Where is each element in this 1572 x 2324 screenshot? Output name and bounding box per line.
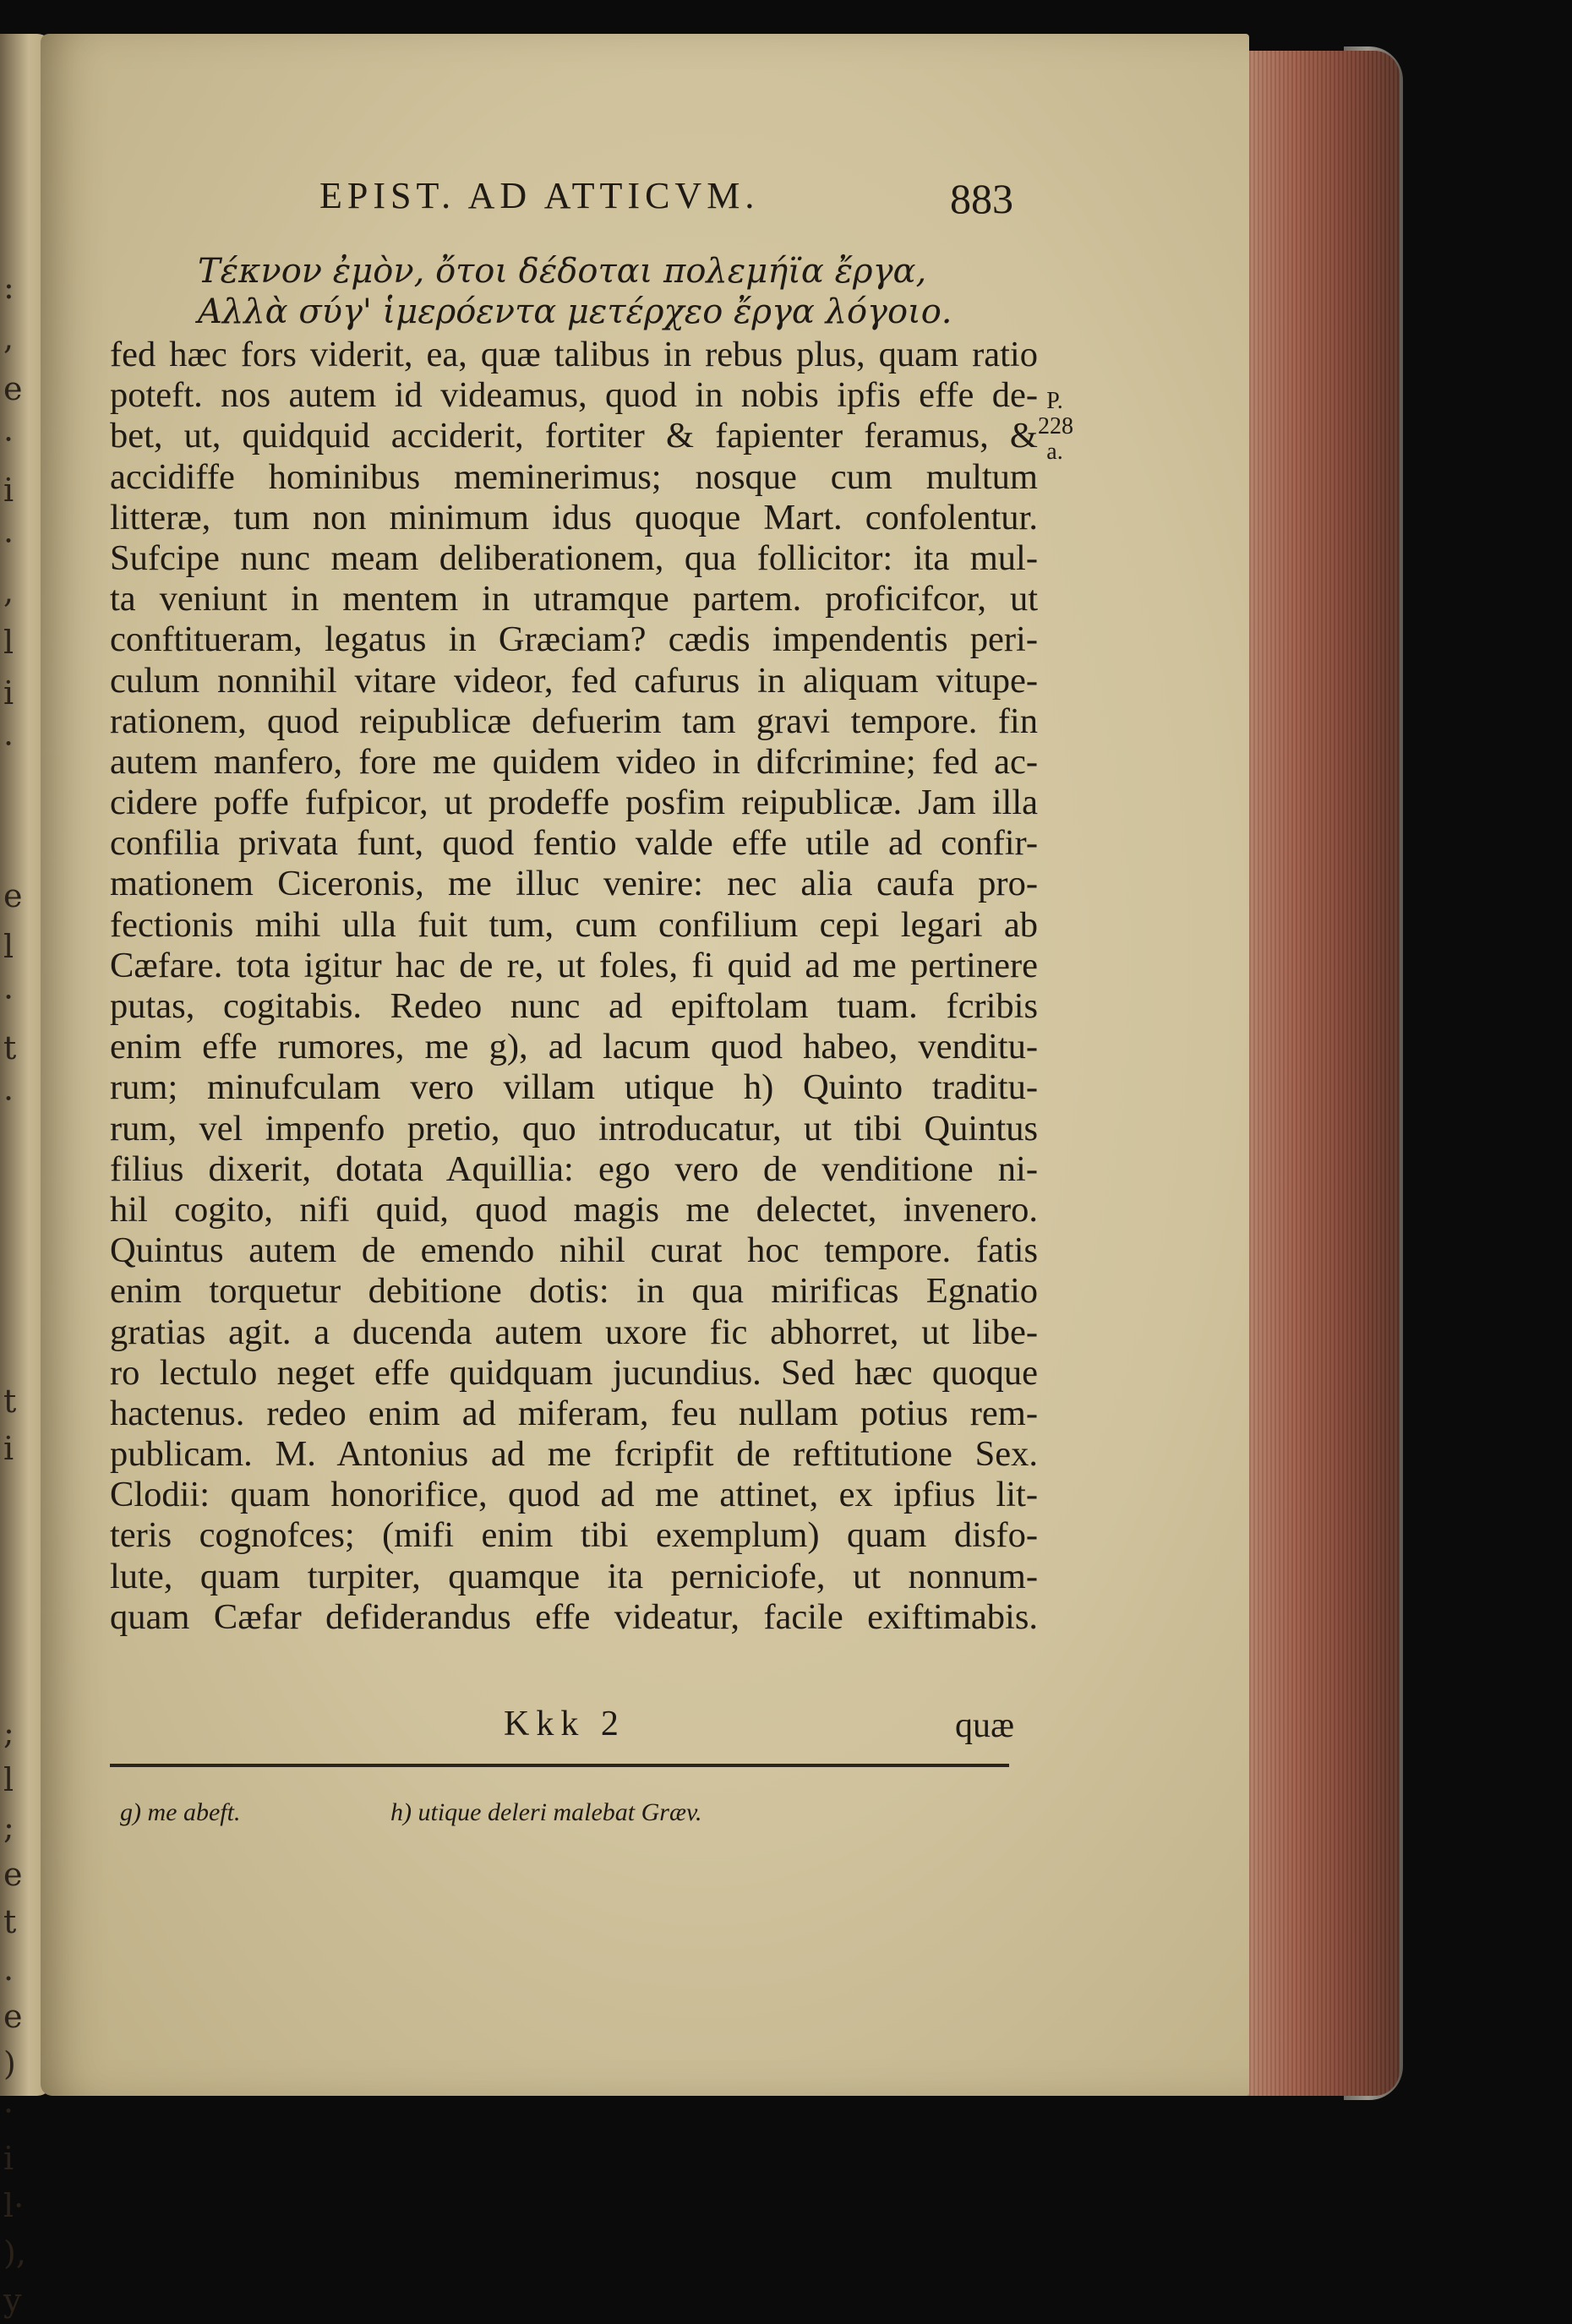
text-line: fed hæc fors viderit, ea, quæ talibus in rebus plus, quam ratio	[110, 335, 1038, 374]
greek-verse-1: Τέκνον ἐμὸν, ὄτοι δέδοται πολεμήϊα ἔργα,	[198, 252, 927, 291]
text-line: culum nonnihil vitare videor, fed cafurus in aliquam vitupe-	[110, 660, 1038, 701]
text-line: Cæfare. tota igitur hac de re, ut foles, fi quid ad me pertinere	[110, 945, 1038, 985]
text-line: ro lectulo neget effe quidquam jucundius. Sed hæc quoque	[110, 1352, 1038, 1393]
left-page-mark: t	[3, 1383, 17, 1420]
page-number: 883	[950, 175, 1013, 222]
left-page-mark: ·	[3, 522, 14, 559]
text-line: Sufcipe nunc meam deliberationem, qua follicitor: ita mul-	[110, 537, 1038, 578]
left-page-mark	[3, 1519, 24, 1567]
text-line: accidiffe hominibus meminerimus; nosque cum multum	[110, 456, 1038, 497]
text-line: hil cogito, nifi quid, quod magis me delectet, invenero.	[110, 1189, 1038, 1230]
previous-page-marks	[3, 262, 24, 1276]
running-head: EPIST. AD ATTICVM.	[319, 175, 760, 216]
previous-page-marks-lower	[3, 1141, 24, 2324]
text-line: rum, vel impenfo pretio, quo introducatur, ut tibi Quintus	[110, 1108, 1038, 1148]
text-line: enim torquetur debitione dotis: in qua mirificas Egnatio	[110, 1271, 1038, 1312]
left-page-mark: e	[3, 1856, 23, 1893]
left-page-mark: i	[3, 1430, 14, 1467]
left-page-mark	[3, 820, 24, 870]
text-line: bet, ut, quidquid acciderit, fortiter & fapienter feramus, &	[110, 416, 1038, 456]
left-page-mark: e	[3, 1998, 23, 2035]
footnote-rule	[110, 1764, 1009, 1767]
left-page-mark: )	[3, 2045, 16, 2082]
left-page-mark: i	[3, 472, 14, 509]
text-line: mationem Ciceronis, me illuc venire: nec alia caufa pro-	[110, 864, 1038, 904]
text-line: ta veniunt in mentem in utramque partem. proficifcor, ut	[110, 579, 1038, 619]
left-page-mark: l·	[3, 2187, 25, 2224]
catchword: quæ	[955, 1706, 1015, 1745]
text-line: autem manfero, fore me quidem video in difcrimine; fed ac-	[110, 741, 1038, 782]
margin-note-line: 228	[1038, 413, 1073, 439]
text-line: enim effe rumores, me g), ad lacum quod habeo, venditu-	[110, 1027, 1038, 1067]
left-page-mark: ,	[3, 573, 14, 610]
margin-note-line: a.	[1046, 439, 1063, 465]
left-page-mark	[3, 1567, 24, 1614]
text-line: cidere poffe fufpicor, ut prodeffe posfim reipublicæ. Jam illa	[110, 783, 1038, 823]
left-page-mark: ;	[3, 1808, 14, 1846]
margin-note-line: P.	[1046, 388, 1063, 414]
left-page-mark: l	[3, 624, 14, 661]
left-page-mark: ·	[3, 2092, 14, 2130]
text-line: Clodii: quam honorifice, quod ad me attinet, ex ipfius lit-	[110, 1475, 1038, 1515]
left-page-mark: e	[3, 370, 23, 407]
left-page-mark	[3, 1141, 24, 1188]
text-line: Quintus autem de emendo nihil curat hoc tempore. fatis	[110, 1230, 1038, 1271]
left-page-mark	[3, 1283, 24, 1330]
left-page-mark: i	[3, 2140, 14, 2177]
left-page-mark	[3, 1236, 24, 1283]
left-page-mark: :	[3, 269, 14, 306]
text-line: rum; minufculam vero villam utique h) Quinto traditu-	[110, 1067, 1038, 1108]
left-page-mark	[3, 1472, 24, 1519]
left-page-mark: ·	[3, 725, 14, 762]
left-page-mark: .	[3, 1950, 14, 1988]
text-line: poteft. nos autem id videamus, quod in nobis ipfis effe de-	[110, 375, 1038, 416]
left-page-mark: ),	[3, 2234, 26, 2272]
left-page-mark: ·	[3, 979, 14, 1016]
left-page-mark: ;	[3, 1714, 14, 1751]
left-page-mark: e	[3, 877, 23, 914]
text-line: fectionis mihi ulla fuit tum, cum confilium cepi legari ab	[110, 904, 1038, 945]
text-line: conftitueram, legatus in Græciam? cædis impendentis peri-	[110, 619, 1038, 660]
text-line: filius dixerit, dotata Aquillia: ego vero de venditione ni-	[110, 1148, 1038, 1189]
text-line: litteræ, tum non minimum idus quoque Mart. confolentur.	[110, 497, 1038, 537]
text-line: publicam. M. Antonius ad me fcripfit de reftitutione Sex.	[110, 1434, 1038, 1475]
signature-mark: Kkk 2	[504, 1705, 625, 1743]
left-page-mark: t	[3, 1903, 17, 1940]
left-page-mark	[3, 1188, 24, 1236]
left-page-mark: i	[3, 674, 14, 712]
left-page-mark	[3, 769, 24, 820]
text-line: lute, quam turpiter, quamque ita perniciofe, ut nonnum-	[110, 1556, 1038, 1596]
body-text	[110, 335, 1038, 1638]
book-fore-edge	[1241, 51, 1400, 2096]
left-page-mark: ,	[3, 319, 14, 357]
left-page-mark: t	[3, 1029, 17, 1067]
footnote-g: g) me abeft.	[120, 1798, 241, 1826]
left-page-mark	[3, 1614, 24, 1661]
text-line: hactenus. redeo enim ad miferam, feu nullam potius rem-	[110, 1393, 1038, 1433]
left-page-mark: l	[3, 1761, 14, 1798]
footnote-h: h) utique deleri malebat Græv.	[390, 1798, 702, 1826]
left-page-mark	[3, 1330, 24, 1377]
text-line: rationem, quod reipublicæ defuerim tam gravi tempore. fin	[110, 701, 1038, 741]
left-page-mark: y	[3, 2282, 22, 2319]
left-page-mark: l	[3, 928, 14, 965]
text-line: confilia privata funt, quod fentio valde effe utile ad confir-	[110, 823, 1038, 864]
greek-verse-2: Αλλὰ σύγ' ἱμερόεντα μετέρχεο ἔργα λόγοιο.	[198, 292, 952, 331]
text-line: teris cognofces; (mifi enim tibi exemplum) quam disfo-	[110, 1515, 1038, 1556]
text-line: putas, cogitabis. Redeo nunc ad epiftolam tuam. fcribis	[110, 986, 1038, 1026]
text-line: gratias agit. a ducenda autem uxore fic abhorret, ut libe-	[110, 1312, 1038, 1352]
left-page-mark	[3, 1661, 24, 1709]
margin-note	[1038, 389, 1072, 465]
left-page-mark: ·	[3, 421, 14, 458]
text-line: quam Cæfar defiderandus effe videatur, facile exiftimabis.	[110, 1596, 1038, 1637]
left-page-mark: ·	[3, 1080, 14, 1117]
